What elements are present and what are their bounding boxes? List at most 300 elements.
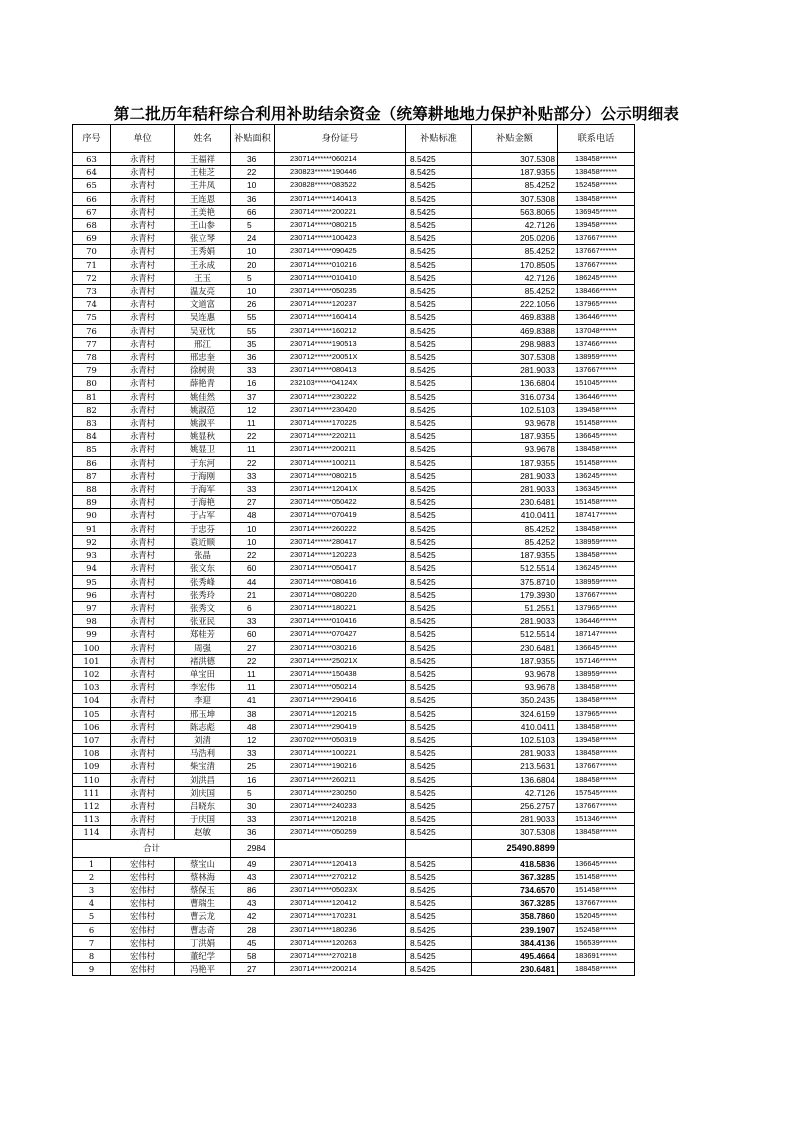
row-area: 27 [231, 641, 275, 654]
row-no: 66 [73, 192, 111, 205]
table-row [73, 298, 635, 311]
row-unit: 永青村 [111, 351, 175, 364]
row-area: 33 [231, 747, 275, 760]
row-phone: 136645****** [558, 430, 635, 443]
row-area: 45 [231, 936, 275, 949]
table-row [73, 575, 635, 588]
row-id: 230714******160414 [275, 311, 406, 324]
row-no: 75 [73, 311, 111, 324]
row-no: 102 [73, 667, 111, 680]
row-area: 36 [231, 826, 275, 839]
row-unit: 永青村 [111, 628, 175, 641]
row-amount: 187.9355 [472, 654, 558, 667]
row-area: 48 [231, 509, 275, 522]
row-standard: 8.5425 [406, 258, 472, 271]
row-area: 22 [231, 166, 275, 179]
row-unit: 永青村 [111, 483, 175, 496]
row-unit: 永青村 [111, 311, 175, 324]
row-id: 230823******190446 [275, 166, 406, 179]
total-standard-cell [406, 839, 472, 857]
row-area: 41 [231, 694, 275, 707]
row-phone: 136945****** [558, 205, 635, 218]
row-id: 230714******150438 [275, 667, 406, 680]
row-name: 于东河 [175, 456, 231, 469]
row-standard: 8.5425 [406, 857, 472, 870]
row-name: 于占军 [175, 509, 231, 522]
row-standard: 8.5425 [406, 509, 472, 522]
row-standard: 8.5425 [406, 720, 472, 733]
row-id: 230714******200221 [275, 205, 406, 218]
row-name: 王福祥 [175, 153, 231, 166]
row-unit: 永青村 [111, 667, 175, 680]
row-phone: 138458****** [558, 681, 635, 694]
row-phone: 138458****** [558, 153, 635, 166]
row-amount: 367.3285 [472, 870, 558, 883]
row-unit: 永青村 [111, 285, 175, 298]
row-id: 230714******100221 [275, 747, 406, 760]
row-phone: 137965****** [558, 601, 635, 614]
row-amount: 230.6481 [472, 496, 558, 509]
row-unit: 宏伟村 [111, 870, 175, 883]
table-row [73, 166, 635, 179]
row-unit: 永青村 [111, 443, 175, 456]
row-standard: 8.5425 [406, 588, 472, 601]
row-area: 5 [231, 271, 275, 284]
row-area: 11 [231, 417, 275, 430]
table-row [73, 337, 635, 350]
row-name: 徐树贵 [175, 364, 231, 377]
table-row [73, 285, 635, 298]
row-no: 91 [73, 522, 111, 535]
row-standard: 8.5425 [406, 910, 472, 923]
row-name: 于海艳 [175, 496, 231, 509]
table-row [73, 641, 635, 654]
row-area: 30 [231, 799, 275, 812]
row-name: 蔡保玉 [175, 883, 231, 896]
row-id: 230714******120263 [275, 936, 406, 949]
row-unit: 永青村 [111, 153, 175, 166]
row-id: 230714******120223 [275, 549, 406, 562]
row-no: 84 [73, 430, 111, 443]
row-id: 230714******290419 [275, 720, 406, 733]
row-standard: 8.5425 [406, 192, 472, 205]
table-row [73, 883, 635, 896]
header-name: 姓名 [175, 125, 231, 153]
row-id: 230714******270218 [275, 949, 406, 962]
row-amount: 281.9033 [472, 747, 558, 760]
row-phone: 137667****** [558, 232, 635, 245]
row-standard: 8.5425 [406, 575, 472, 588]
row-amount: 350.2435 [472, 694, 558, 707]
total-row [73, 839, 635, 857]
row-name: 袁近顺 [175, 535, 231, 548]
row-no: 112 [73, 799, 111, 812]
row-no: 103 [73, 681, 111, 694]
row-unit: 永青村 [111, 601, 175, 614]
row-no: 107 [73, 733, 111, 746]
table-row [73, 377, 635, 390]
row-id: 230714******200214 [275, 963, 406, 976]
table-row [73, 192, 635, 205]
row-unit: 宏伟村 [111, 949, 175, 962]
row-amount: 213.5631 [472, 760, 558, 773]
row-amount: 51.2551 [472, 601, 558, 614]
row-unit: 永青村 [111, 760, 175, 773]
row-standard: 8.5425 [406, 786, 472, 799]
row-name: 王秀娟 [175, 245, 231, 258]
row-id: 230714******080416 [275, 575, 406, 588]
table-row [73, 826, 635, 839]
header-row [73, 125, 635, 153]
row-name: 王玉 [175, 271, 231, 284]
header-id: 身份证号 [275, 125, 406, 153]
row-unit: 永青村 [111, 417, 175, 430]
row-amount: 93.9678 [472, 681, 558, 694]
row-area: 27 [231, 496, 275, 509]
row-phone: 137965****** [558, 707, 635, 720]
table-row [73, 351, 635, 364]
row-name: 张秀峰 [175, 575, 231, 588]
row-phone: 136446****** [558, 390, 635, 403]
table-row [73, 654, 635, 667]
row-standard: 8.5425 [406, 153, 472, 166]
row-unit: 永青村 [111, 707, 175, 720]
row-name: 刘庆国 [175, 786, 231, 799]
row-name: 单宝田 [175, 667, 231, 680]
row-name: 郑桂芳 [175, 628, 231, 641]
row-phone: 138458****** [558, 694, 635, 707]
row-phone: 183691****** [558, 949, 635, 962]
row-phone: 137466****** [558, 337, 635, 350]
row-standard: 8.5425 [406, 245, 472, 258]
row-amount: 187.9355 [472, 166, 558, 179]
row-name: 周强 [175, 641, 231, 654]
row-no: 94 [73, 562, 111, 575]
row-amount: 512.5514 [472, 628, 558, 641]
row-unit: 永青村 [111, 588, 175, 601]
row-no: 113 [73, 813, 111, 826]
row-id: 230714******200211 [275, 443, 406, 456]
row-phone: 139458****** [558, 733, 635, 746]
table-row [73, 694, 635, 707]
row-unit: 永青村 [111, 364, 175, 377]
row-no: 67 [73, 205, 111, 218]
row-area: 33 [231, 483, 275, 496]
row-name: 王美艳 [175, 205, 231, 218]
table-row [73, 443, 635, 456]
row-no: 92 [73, 535, 111, 548]
table-row [73, 153, 635, 166]
row-id: 230714******080220 [275, 588, 406, 601]
row-no: 101 [73, 654, 111, 667]
row-area: 10 [231, 285, 275, 298]
row-name: 张亚民 [175, 615, 231, 628]
row-no: 85 [73, 443, 111, 456]
row-id: 230714******160212 [275, 324, 406, 337]
row-area: 11 [231, 443, 275, 456]
row-area: 58 [231, 949, 275, 962]
row-standard: 8.5425 [406, 430, 472, 443]
row-amount: 316.0734 [472, 390, 558, 403]
table-row [73, 232, 635, 245]
row-unit: 永青村 [111, 324, 175, 337]
row-phone: 138466****** [558, 285, 635, 298]
row-standard: 8.5425 [406, 535, 472, 548]
table-row [73, 910, 635, 923]
row-id: 230714******220211 [275, 430, 406, 443]
row-id: 230714******080413 [275, 364, 406, 377]
row-standard: 8.5425 [406, 707, 472, 720]
row-no: 109 [73, 760, 111, 773]
table-row [73, 205, 635, 218]
row-no: 74 [73, 298, 111, 311]
row-amount: 85.4252 [472, 285, 558, 298]
row-area: 6 [231, 601, 275, 614]
row-name: 王桂芝 [175, 166, 231, 179]
table-row [73, 469, 635, 482]
row-area: 86 [231, 883, 275, 896]
row-no: 76 [73, 324, 111, 337]
row-phone: 137667****** [558, 588, 635, 601]
row-standard: 8.5425 [406, 870, 472, 883]
header-amount: 补贴金额 [472, 125, 558, 153]
row-area: 44 [231, 575, 275, 588]
row-no: 2 [73, 870, 111, 883]
row-id: 230714******230250 [275, 786, 406, 799]
row-unit: 永青村 [111, 535, 175, 548]
row-amount: 495.4664 [472, 949, 558, 962]
row-amount: 230.6481 [472, 641, 558, 654]
row-unit: 永青村 [111, 496, 175, 509]
row-phone: 188458****** [558, 963, 635, 976]
row-name: 王山参 [175, 219, 231, 232]
row-standard: 8.5425 [406, 496, 472, 509]
row-area: 33 [231, 469, 275, 482]
row-amount: 384.4136 [472, 936, 558, 949]
table-row [73, 720, 635, 733]
page-title: 第二批历年秸秆综合利用补助结余资金（统筹耕地地力保护补贴部分）公示明细表 [113, 105, 680, 123]
row-unit: 宏伟村 [111, 910, 175, 923]
row-name: 蔡林海 [175, 870, 231, 883]
row-no: 108 [73, 747, 111, 760]
row-name: 曹志奇 [175, 923, 231, 936]
header-area: 补贴面积 [231, 125, 275, 153]
row-standard: 8.5425 [406, 747, 472, 760]
row-amount: 324.6159 [472, 707, 558, 720]
row-phone: 151458****** [558, 883, 635, 896]
row-area: 36 [231, 192, 275, 205]
row-standard: 8.5425 [406, 271, 472, 284]
row-area: 16 [231, 377, 275, 390]
row-id: 230714******230420 [275, 403, 406, 416]
row-unit: 永青村 [111, 562, 175, 575]
row-name: 曹云龙 [175, 910, 231, 923]
row-standard: 8.5425 [406, 469, 472, 482]
row-unit: 永青村 [111, 390, 175, 403]
row-amount: 307.5308 [472, 351, 558, 364]
row-name: 赵敏 [175, 826, 231, 839]
row-id: 230714******080215 [275, 469, 406, 482]
table-row [73, 897, 635, 910]
row-area: 22 [231, 456, 275, 469]
row-phone: 151458****** [558, 456, 635, 469]
row-standard: 8.5425 [406, 417, 472, 430]
row-standard: 8.5425 [406, 641, 472, 654]
row-name: 褚洪德 [175, 654, 231, 667]
row-phone: 136345****** [558, 483, 635, 496]
row-unit: 永青村 [111, 654, 175, 667]
row-area: 48 [231, 720, 275, 733]
row-amount: 42.7126 [472, 786, 558, 799]
row-name: 马浩利 [175, 747, 231, 760]
row-unit: 永青村 [111, 509, 175, 522]
row-amount: 418.5836 [472, 857, 558, 870]
table-row [73, 483, 635, 496]
table-row [73, 923, 635, 936]
row-standard: 8.5425 [406, 897, 472, 910]
row-name: 邢江 [175, 337, 231, 350]
row-standard: 8.5425 [406, 311, 472, 324]
row-amount: 187.9355 [472, 430, 558, 443]
table-row [73, 403, 635, 416]
row-name: 姚淑平 [175, 417, 231, 430]
row-no: 64 [73, 166, 111, 179]
row-id: 230714******080215 [275, 219, 406, 232]
row-phone: 138959****** [558, 667, 635, 680]
row-id: 232103******04124X [275, 377, 406, 390]
row-no: 79 [73, 364, 111, 377]
row-unit: 宏伟村 [111, 897, 175, 910]
row-unit: 永青村 [111, 179, 175, 192]
row-area: 36 [231, 153, 275, 166]
row-unit: 永青村 [111, 469, 175, 482]
row-id: 230714******270212 [275, 870, 406, 883]
row-standard: 8.5425 [406, 773, 472, 786]
row-standard: 8.5425 [406, 667, 472, 680]
row-standard: 8.5425 [406, 936, 472, 949]
table-row [73, 799, 635, 812]
table-row [73, 549, 635, 562]
row-id: 230714******180236 [275, 923, 406, 936]
row-id: 230714******120237 [275, 298, 406, 311]
row-id: 230714******060214 [275, 153, 406, 166]
table-row [73, 417, 635, 430]
row-no: 99 [73, 628, 111, 641]
row-unit: 永青村 [111, 377, 175, 390]
row-phone: 187417****** [558, 509, 635, 522]
row-no: 104 [73, 694, 111, 707]
row-unit: 永青村 [111, 430, 175, 443]
row-area: 21 [231, 588, 275, 601]
table-row [73, 271, 635, 284]
row-no: 88 [73, 483, 111, 496]
row-unit: 永青村 [111, 232, 175, 245]
row-amount: 102.5103 [472, 733, 558, 746]
row-no: 71 [73, 258, 111, 271]
row-standard: 8.5425 [406, 377, 472, 390]
row-amount: 469.8388 [472, 324, 558, 337]
row-no: 86 [73, 456, 111, 469]
row-standard: 8.5425 [406, 390, 472, 403]
row-phone: 187147****** [558, 628, 635, 641]
row-area: 43 [231, 897, 275, 910]
row-no: 90 [73, 509, 111, 522]
row-id: 230714******190513 [275, 337, 406, 350]
row-amount: 512.5514 [472, 562, 558, 575]
table-row [73, 390, 635, 403]
table-row [73, 364, 635, 377]
row-name: 张立琴 [175, 232, 231, 245]
row-amount: 734.6570 [472, 883, 558, 896]
row-name: 姚淑范 [175, 403, 231, 416]
row-amount: 469.8388 [472, 311, 558, 324]
row-amount: 281.9033 [472, 615, 558, 628]
row-id: 230714******070427 [275, 628, 406, 641]
row-phone: 137048****** [558, 324, 635, 337]
row-id: 230714******010410 [275, 271, 406, 284]
row-phone: 138458****** [558, 192, 635, 205]
total-amount: 25490.8899 [472, 839, 558, 857]
row-no: 106 [73, 720, 111, 733]
row-no: 73 [73, 285, 111, 298]
table-row [73, 773, 635, 786]
row-phone: 138458****** [558, 166, 635, 179]
row-area: 22 [231, 430, 275, 443]
row-standard: 8.5425 [406, 826, 472, 839]
row-no: 70 [73, 245, 111, 258]
row-unit: 永青村 [111, 258, 175, 271]
row-phone: 138959****** [558, 575, 635, 588]
row-no: 3 [73, 883, 111, 896]
row-phone: 138959****** [558, 351, 635, 364]
row-unit: 永青村 [111, 575, 175, 588]
row-no: 81 [73, 390, 111, 403]
row-phone: 137965****** [558, 298, 635, 311]
row-name: 王连恩 [175, 192, 231, 205]
row-id: 230714******050214 [275, 681, 406, 694]
row-amount: 281.9033 [472, 813, 558, 826]
row-id: 230714******010416 [275, 615, 406, 628]
row-amount: 205.0206 [472, 232, 558, 245]
table-row [73, 628, 635, 641]
row-standard: 8.5425 [406, 615, 472, 628]
row-unit: 永青村 [111, 720, 175, 733]
row-amount: 93.9678 [472, 443, 558, 456]
row-amount: 42.7126 [472, 271, 558, 284]
row-name: 李迎 [175, 694, 231, 707]
row-area: 35 [231, 337, 275, 350]
table-row [73, 588, 635, 601]
row-unit: 永青村 [111, 245, 175, 258]
row-amount: 298.9883 [472, 337, 558, 350]
row-no: 6 [73, 923, 111, 936]
row-name: 薛艳青 [175, 377, 231, 390]
row-unit: 永青村 [111, 813, 175, 826]
row-unit: 永青村 [111, 641, 175, 654]
row-area: 10 [231, 522, 275, 535]
row-standard: 8.5425 [406, 681, 472, 694]
row-unit: 永青村 [111, 826, 175, 839]
row-unit: 永青村 [111, 549, 175, 562]
row-phone: 151045****** [558, 377, 635, 390]
row-id: 230712******20051X [275, 351, 406, 364]
row-no: 8 [73, 949, 111, 962]
row-name: 刘洪昌 [175, 773, 231, 786]
row-standard: 8.5425 [406, 694, 472, 707]
table-row [73, 681, 635, 694]
row-standard: 8.5425 [406, 403, 472, 416]
row-amount: 187.9355 [472, 549, 558, 562]
